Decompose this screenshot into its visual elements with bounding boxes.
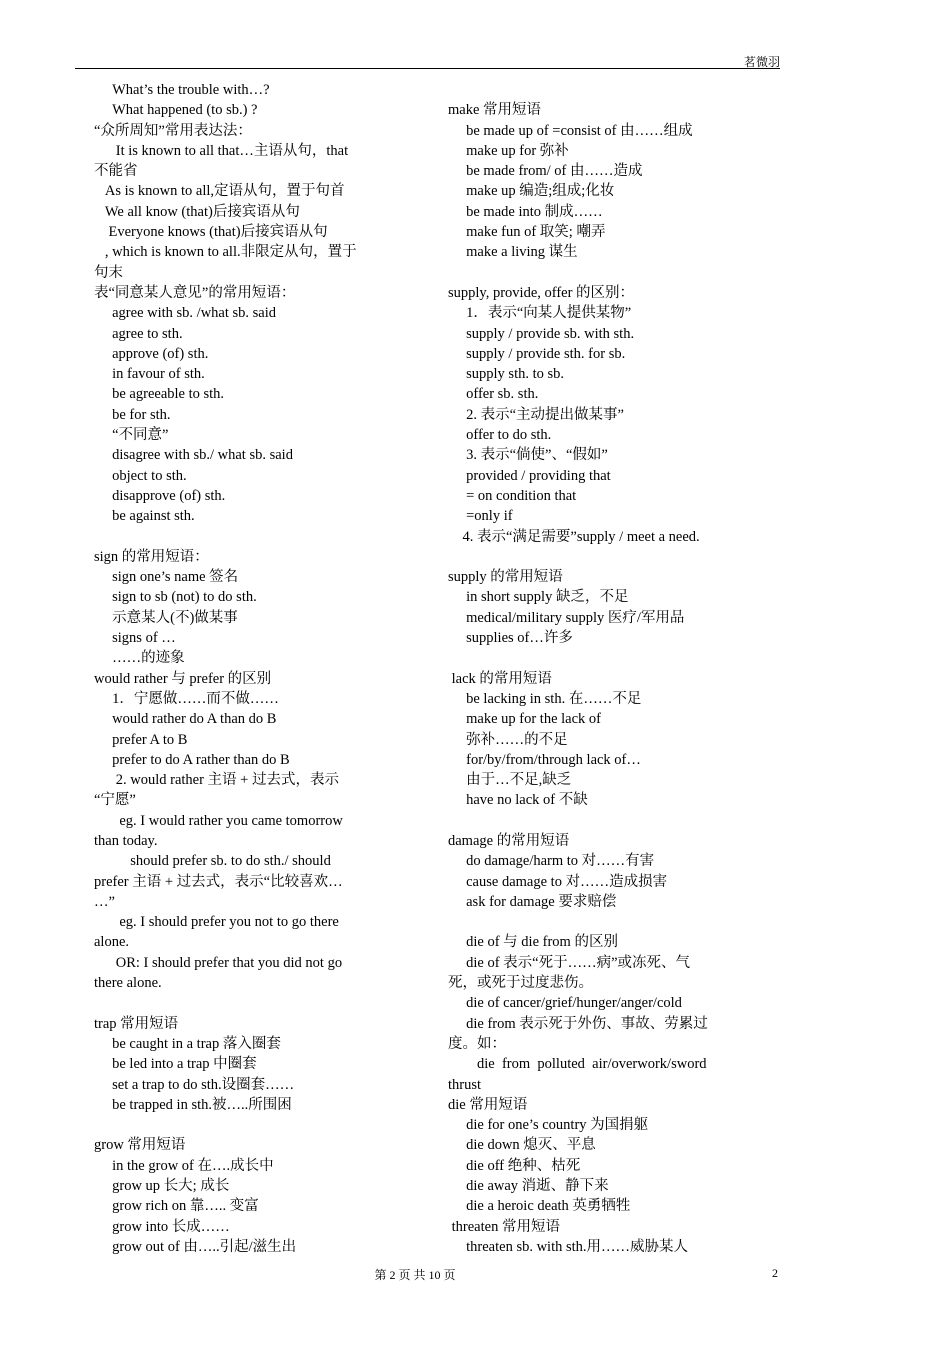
text-line: grow 常用短语: [94, 1137, 186, 1154]
text-line: 4. 表示“满足需要”supply / meet a need.: [448, 528, 700, 545]
text-line: supply sth. to sb.: [448, 366, 565, 383]
text-line: prefer to do A rather than do B: [94, 751, 290, 768]
text-line: [448, 80, 748, 100]
text-line: should prefer sb. to do sth./ should: [94, 853, 331, 870]
text-line: Everyone knows (that)后接宾语从句: [94, 224, 328, 241]
text-line: grow rich on 靠….. 变富: [94, 1198, 259, 1215]
text-line: 表“同意某人意见”的常用短语：: [94, 284, 296, 301]
text-line: 1．宁愿做……而不做……: [94, 690, 279, 707]
text-line: 度。如：: [448, 1035, 506, 1052]
text-line: =only if: [448, 508, 513, 525]
text-line: be made from/ of 由……造成: [448, 163, 643, 180]
text-line: grow out of 由…..引起/滋生出: [94, 1238, 297, 1255]
text-line: 不能省: [94, 163, 138, 180]
text-line: be made up of =consist of 由……组成: [448, 122, 693, 139]
text-line: in favour of sth.: [94, 366, 205, 383]
text-line: die of 表示“死于……病”或冻死、气: [448, 954, 691, 971]
text-line: agree with sb. /what sb. said: [94, 305, 277, 322]
text-line: supplies of…许多: [448, 630, 573, 647]
text-line: [448, 263, 748, 283]
text-line: die away 消逝、静下来: [448, 1178, 609, 1195]
text-line: make up for 弥补: [448, 142, 569, 159]
text-line: approve (of) sth.: [94, 345, 209, 362]
text-line: alone.: [94, 934, 130, 951]
text-line: [448, 648, 748, 668]
text-line: damage 的常用短语: [448, 832, 570, 849]
text-line: make fun of 取笑; 嘲弄: [448, 224, 606, 241]
text-line: We all know (that)后接宾语从句: [94, 203, 300, 220]
text-line: OR: I should prefer that you did not go: [94, 954, 343, 971]
text-line: make a living 谋生: [448, 244, 578, 261]
text-line: make 常用短语: [448, 102, 542, 119]
text-line: in the grow of 在….成长中: [94, 1157, 274, 1174]
text-line: As is known to all,定语从句，置于句首: [94, 183, 345, 200]
text-line: What’s the trouble with…?: [94, 82, 270, 98]
text-line: prefer 主语 + 过去式，表示“比较喜欢…: [94, 873, 343, 890]
text-line: …”: [94, 893, 115, 910]
text-line: 弥补……的不足: [448, 731, 568, 748]
text-line: have no lack of 不缺: [448, 792, 588, 809]
text-line: “宁愿”: [94, 792, 136, 809]
text-line: “不同意”: [94, 427, 169, 444]
text-line: offer sb. sth.: [448, 386, 539, 403]
footer-page-info: 第 2 页 共 10 页: [374, 1268, 456, 1282]
text-line: would rather do A than do B: [94, 711, 277, 728]
text-line: 3. 表示“倘使”、“假如”: [448, 447, 608, 464]
text-line: do damage/harm to 对……有害: [448, 853, 655, 870]
text-line: supply, provide, offer 的区别：: [448, 284, 635, 301]
text-line: [94, 527, 375, 547]
text-line: [448, 811, 748, 831]
text-line: = on condition that: [448, 487, 577, 504]
text-line: threaten sb. with sth.用……威胁某人: [448, 1238, 689, 1255]
text-line: thrust: [448, 1076, 482, 1093]
right-column: [448, 80, 748, 1257]
text-line: supply 的常用短语: [448, 569, 563, 586]
text-line: make up for the lack of: [448, 711, 602, 728]
text-line: [448, 547, 748, 567]
text-line: die a heroic death 英勇牺牲: [448, 1198, 631, 1215]
text-line: grow up 长大; 成长: [94, 1178, 230, 1195]
text-line: die of 与 die from 的区别: [448, 934, 618, 951]
text-line: “众所周知”常用表达法：: [94, 122, 252, 139]
text-line: provided / providing that: [448, 467, 611, 484]
text-line: ……的迹象: [94, 650, 185, 667]
text-line: in short supply 缺乏，不足: [448, 589, 629, 606]
text-line: be for sth.: [94, 406, 171, 423]
text-line: 示意某人(不)做某事: [94, 609, 238, 626]
text-line: than today.: [94, 832, 158, 849]
text-line: threaten 常用短语: [448, 1218, 560, 1235]
footer-page-number: 2: [772, 1266, 778, 1280]
left-column: [94, 80, 375, 1257]
text-line: object to sth.: [94, 467, 187, 484]
text-line: 1．表示“向某人提供某物”: [448, 305, 632, 322]
text-line: 2. 表示“主动提出做某事”: [448, 406, 624, 423]
text-line: [448, 912, 748, 932]
text-line: 由于…不足,缺乏: [448, 772, 572, 789]
text-line: die off 绝种、枯死: [448, 1157, 581, 1174]
text-line: make up 编造;组成;化妆: [448, 183, 615, 200]
text-line: be trapped in sth.被…..所围困: [94, 1096, 292, 1113]
text-line: eg. I would rather you came tomorrow: [94, 812, 343, 829]
text-line: 2. would rather 主语 + 过去式，表示: [94, 772, 339, 789]
header-author: 茗微羽: [743, 55, 780, 69]
text-line: sign to sb (not) to do sth.: [94, 589, 257, 606]
text-line: prefer A to B: [94, 731, 188, 748]
text-line: set a trap to do sth.设圈套……: [94, 1076, 295, 1093]
text-line: disagree with sb./ what sb. said: [94, 447, 293, 464]
text-line: ask for damage 要求赔偿: [448, 893, 617, 910]
text-line: eg. I should prefer you not to go there: [94, 914, 339, 931]
text-line: cause damage to 对……造成损害: [448, 873, 668, 890]
text-line: sign 的常用短语：: [94, 548, 209, 565]
text-line: for/by/from/through lack of…: [448, 751, 641, 768]
text-line: trap 常用短语: [94, 1015, 179, 1032]
text-line: would rather 与 prefer 的区别: [94, 670, 272, 687]
text-line: , which is known to all.非限定从句，置于: [94, 244, 357, 261]
text-line: grow into 长成……: [94, 1218, 230, 1235]
text-line: 死，或死于过度悲伤。: [448, 975, 593, 992]
header-rule: [75, 68, 780, 69]
text-line: be lacking in sth. 在……不足: [448, 690, 642, 707]
text-line: supply / provide sth. for sb.: [448, 345, 626, 362]
text-line: die of cancer/grief/hunger/anger/cold: [448, 995, 682, 1012]
text-line: lack 的常用短语: [448, 670, 552, 687]
text-line: signs of …: [94, 630, 176, 647]
text-line: be led into a trap 中圈套: [94, 1056, 257, 1073]
text-line: disapprove (of) sth.: [94, 487, 226, 504]
text-line: What happened (to sb.) ?: [94, 102, 258, 119]
text-line: die from 表示死于外伤、事故、劳累过: [448, 1015, 708, 1032]
text-line: there alone.: [94, 975, 162, 992]
text-line: sign one’s name 签名: [94, 569, 239, 586]
text-line: die from polluted air/overwork/sword: [448, 1056, 707, 1073]
text-line: [94, 1115, 375, 1135]
text-line: 句末: [94, 264, 123, 281]
text-line: be agreeable to sth.: [94, 386, 225, 403]
text-line: die down 熄灭、平息: [448, 1137, 596, 1154]
text-line: agree to sth.: [94, 325, 183, 342]
text-line: [94, 993, 375, 1013]
text-line: offer to do sth.: [448, 427, 552, 444]
text-line: be made into 制成……: [448, 203, 603, 220]
text-line: be caught in a trap 落入圈套: [94, 1035, 281, 1052]
text-line: It is known to all that…主语从句，that: [94, 142, 349, 159]
text-line: die for one’s country 为国捐躯: [448, 1117, 649, 1134]
text-line: be against sth.: [94, 508, 195, 525]
text-line: supply / provide sb. with sth.: [448, 325, 635, 342]
text-line: medical/military supply 医疗/军用品: [448, 609, 685, 626]
text-line: die 常用短语: [448, 1096, 528, 1113]
